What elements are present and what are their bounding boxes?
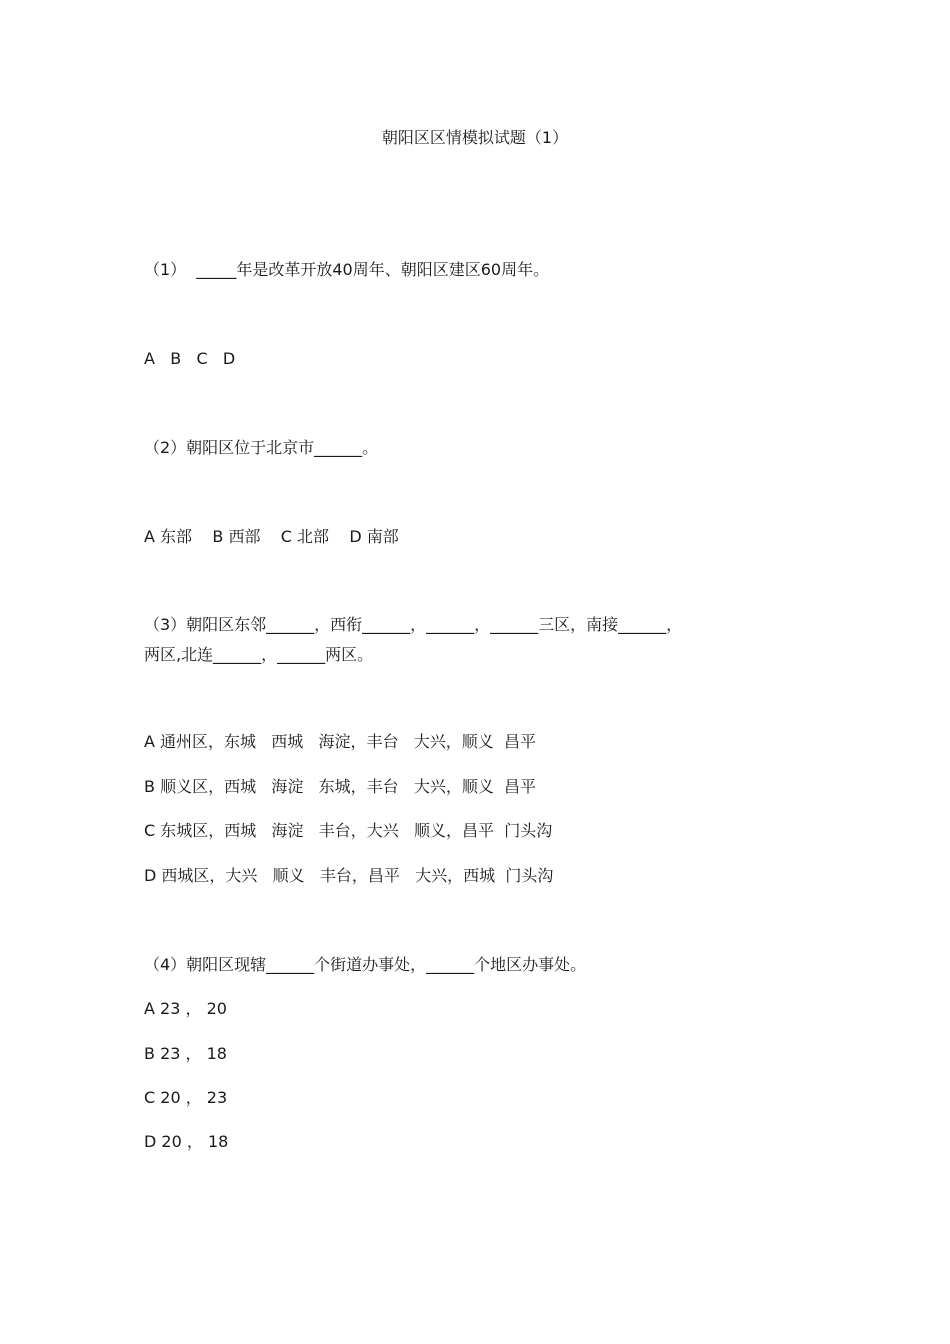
question-3-stem-line-2: 两区,北连______，______两区。 [144,645,374,664]
question-4-option-b: B 23 ， 18 [144,1044,227,1063]
question-3-option-d: D 西城区，大兴 顺义 丰台，昌平 大兴，西城 门头沟 [144,866,554,885]
question-1-stem: （1） _____年是改革开放40周年、朝阳区建区60周年。 [144,260,550,279]
question-4-option-c: C 20 ， 23 [144,1088,228,1107]
question-1-options: A B C D [144,349,236,368]
question-3-option-b: B 顺义区，西城 海淀 东城，丰台 大兴，顺义 昌平 [144,777,537,796]
question-3-option-c: C 东城区，西城 海淀 丰台，大兴 顺义，昌平 门头沟 [144,821,553,840]
question-4-stem: （4）朝阳区现辖______个街道办事处，______个地区办事处。 [144,955,587,974]
question-4-option-a: A 23 ， 20 [144,999,227,1018]
question-3-stem-line-1: （3）朝阳区东邻______，西衔______，______，______三区，南接______， [144,615,683,634]
question-4-option-d: D 20 ， 18 [144,1132,229,1151]
page-title: 朝阳区区情模拟试题（1） [381,128,569,147]
question-2-stem: （2）朝阳区位于北京市______。 [144,438,379,457]
question-3-option-a: A 通州区，东城 西城 海淀，丰台 大兴，顺义 昌平 [144,732,536,751]
question-2-options: A 东部 B 西部 C 北部 D 南部 [144,527,399,546]
